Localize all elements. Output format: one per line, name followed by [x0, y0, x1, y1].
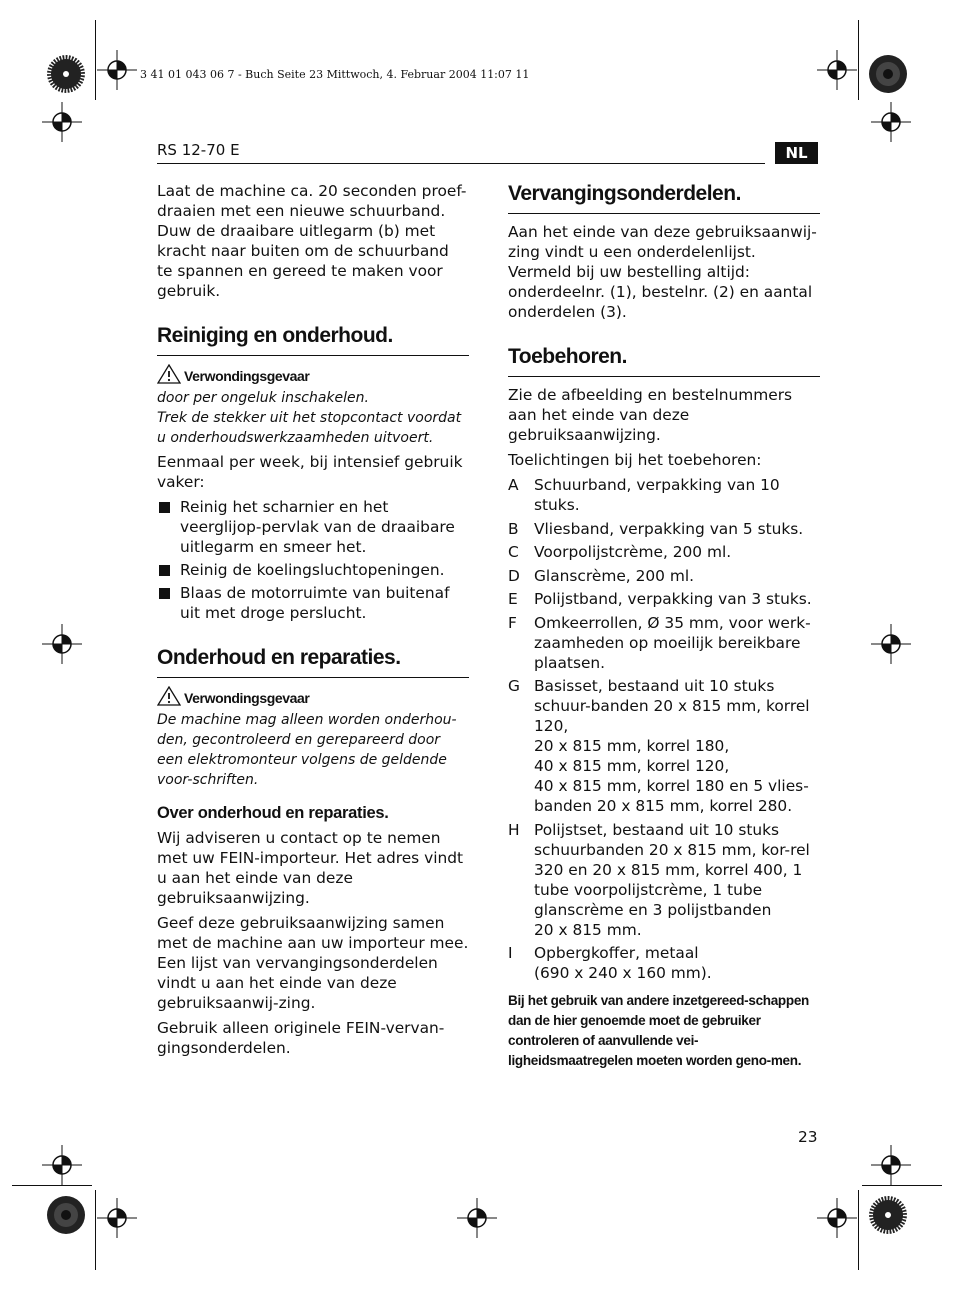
color-star-target-icon — [868, 1195, 908, 1235]
section-title-cleaning: Reiniging en onderhoud. — [157, 323, 469, 356]
warning-heading — [157, 364, 469, 388]
cleaning-body: Eenmaal per week, bij intensief gebruik vaker: — [157, 453, 463, 491]
list-item: A Schuurband, verpakking van 10 stuks. — [508, 476, 780, 514]
bullet-square-icon — [159, 565, 170, 576]
color-star-target-icon — [46, 54, 86, 94]
right-column — [508, 181, 820, 1071]
registration-mark-icon — [95, 1196, 139, 1240]
list-item: B Vliesband, verpakking van 5 stuks. — [508, 519, 804, 538]
color-star-target-icon — [46, 1195, 86, 1235]
registration-mark-icon — [95, 48, 139, 92]
warning-title: Verwondingsgevaar — [184, 690, 310, 706]
warning-triangle-icon — [157, 686, 181, 710]
trim-line — [95, 1190, 96, 1270]
registration-mark-icon — [815, 48, 859, 92]
page-number: 23 — [798, 1128, 818, 1146]
parts-paragraph: Aan het einde van deze gebruiksaanwij-zing vindt u een onderdelenlijst. Vermeld bij uw bestelling altijd: onderdeelnr. (1), bestelnr. (2) en aantal onderdelen (3). — [508, 223, 817, 321]
trim-line — [858, 1190, 859, 1270]
registration-mark-icon — [869, 622, 913, 666]
section-title-repair: Onderhoud en reparaties. — [157, 645, 469, 678]
registration-mark-icon — [815, 1196, 859, 1240]
warning-triangle-icon — [157, 364, 181, 388]
list-item: Blaas de motorruimte van buitenaf uit met droge perslucht. — [157, 583, 469, 623]
intro-paragraph: Laat de machine ca. 20 seconden proef-draaien met een nieuwe schuurband. Duw de draaibare uitlegarm (b) met kracht naar buiten om de schuurband te spannen en gereed te maken voor gebruik. — [157, 182, 467, 300]
list-item: C Voorpolijstcrème, 200 ml. — [508, 543, 732, 561]
registration-mark-icon — [869, 100, 913, 144]
language-badge: NL — [775, 142, 818, 164]
repair-paragraph: Wij adviseren u contact op te nemen met uw FEIN-importeur. Het adres vindt u aan het einde van deze gebruiksaanwijzing. — [157, 829, 464, 907]
trim-line — [12, 1185, 92, 1186]
trim-line — [858, 20, 859, 100]
subsection-title: Over onderhoud en reparaties. — [157, 804, 389, 822]
cleaning-bullet-list — [157, 497, 469, 623]
registration-mark-icon — [40, 100, 84, 144]
list-item: H Polijstset, bestaand uit 10 stuks schuurbanden 20 x 815 mm, kor-rel 320 en 20 x 815 mm, korrel 400, 1 tube voorpolijstcrème, 1 tube glanscrème en 3 polijstbanden 20 x 815 mm. — [508, 820, 810, 939]
list-item: G Basisset, bestaand uit 10 stuks schuur-banden 20 x 815 mm, korrel 120, 20 x 815 mm, korrel 180, 40 x 815 mm, korrel 120, 40 x 815 mm, korrel 180 en 5 vlies-banden 20 x 815 mm, korrel 280. — [508, 677, 810, 815]
trim-line — [862, 1185, 942, 1186]
list-item: D Glanscrème, 200 ml. — [508, 566, 695, 585]
registration-mark-icon — [40, 1143, 84, 1187]
accessories-intro: Zie de afbeelding en bestelnummers aan het einde van deze gebruiksaanwijzing. — [508, 386, 793, 444]
model-label: RS 12-70 E — [157, 141, 240, 159]
warning-text: door per ongeluk inschakelen. Trek de stekker uit het stopcontact voordat u onderhoudswerkzaamheden uitvoert. — [157, 390, 462, 446]
registration-mark-icon — [869, 1143, 913, 1187]
repair-paragraph: Gebruik alleen originele FEIN-vervan-gingsonderdelen. — [157, 1019, 445, 1057]
list-item: Reinig het scharnier en het veerglijop-pervlak van de draaibare uitlegarm en smeer het. — [157, 497, 469, 557]
registration-mark-icon — [455, 1196, 499, 1240]
list-item: Reinig de koelingsluchtopeningen. — [157, 560, 469, 580]
section-title-parts: Vervangingsonderdelen. — [508, 181, 820, 214]
header-rule — [157, 163, 765, 164]
section-title-accessories: Toebehoren. — [508, 344, 820, 377]
registration-mark-icon — [40, 622, 84, 666]
warning-heading — [157, 686, 469, 710]
safety-note: Bij het gebruik van andere inzetgereed-schappen dan de hier genoemde moet de gebruiker controleren of aanvullende vei-ligheidsmaatregelen moeten worden geno-men. — [508, 993, 809, 1068]
bullet-square-icon — [159, 588, 170, 599]
repair-paragraph: Geef deze gebruiksaanwijzing samen met de machine aan uw importeur mee. Een lijst van vervangingsonderdelen vindt u aan het einde van deze gebruiksaanwij-zing. — [157, 914, 469, 1012]
warning-text: De machine mag alleen worden onderhou-den, gecontroleerd en gerepareerd door een elektromonteur volgens de geldende voor-schriften. — [157, 712, 457, 788]
list-item: F Omkeerrollen, Ø 35 mm, voor werk-zaamheden op moeilijk bereikbare plaatsen. — [508, 613, 811, 672]
accessories-list — [508, 475, 820, 983]
print-info-line: 3 41 01 043 06 7 - Buch Seite 23 Mittwoch, 4. Februar 2004 11:07 11 — [140, 68, 530, 81]
left-column — [157, 181, 469, 1063]
list-item: E Polijstband, verpakking van 3 stuks. — [508, 590, 812, 608]
trim-line — [95, 20, 96, 100]
accessories-explain: Toelichtingen bij het toebehoren: — [508, 451, 762, 469]
color-star-target-icon — [868, 54, 908, 94]
bullet-square-icon — [159, 502, 170, 513]
list-item: I Opbergkoffer, metaal (690 x 240 x 160 mm). — [508, 944, 712, 982]
warning-title: Verwondingsgevaar — [184, 368, 310, 384]
